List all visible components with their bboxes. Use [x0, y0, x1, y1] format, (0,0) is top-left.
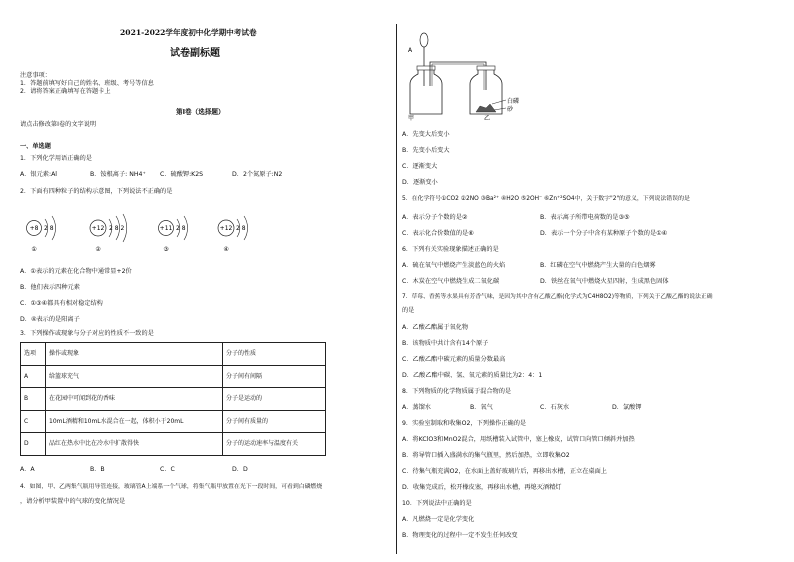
- table-header-cell: 操作或现象: [46, 343, 223, 366]
- q6-option-a: A．硫在氧气中燃烧产生淡蓝色的火焰: [402, 262, 506, 269]
- atom-4-label: ④: [223, 246, 229, 253]
- atom-1-shells: 2 8: [44, 225, 54, 233]
- q7-stem: 7．草莓、香蕉等水果具有芳香气味，是因为其中含有乙酸乙酯(化学式为C4H8O2)等物质，下列关于乙酸乙酯的说法正确: [402, 294, 713, 300]
- q6-stem: 6．下列有关实验现象描述正确的是: [402, 246, 499, 253]
- q10-stem: 10．下列说法中正确的是: [402, 500, 472, 507]
- table-cell: 分子间有质量的: [223, 410, 326, 433]
- q2-stem: 2．下面有四种粒子的结构示意图，下列说法不正确的是: [20, 188, 173, 195]
- atom-3-shells: 2 8: [176, 225, 186, 233]
- q2-option-a: A．①表示的元素在化合物中通常显+2价: [20, 268, 132, 275]
- q8-option-a: A．蒸馏水: [402, 404, 431, 411]
- q9-option-b: B．将导管口插入盛满水的集气瓶里，然后加热，立即收集O2: [402, 452, 570, 459]
- q1-option-a: A．银元素:Al: [20, 171, 58, 178]
- atom-diagram-2: [90, 214, 127, 253]
- atom-3-label: ③: [163, 246, 169, 253]
- table-row: [21, 433, 326, 456]
- q4-option-a: A．先变大后变小: [402, 131, 450, 138]
- q9-option-a: A．将KClO3和MnO2混合，用纸槽装入试管中，塞上橡皮，试管口向管口倾斜并加热: [402, 436, 635, 443]
- q3-stem: 3．下列操作或现象与分子对应的性质不一致的是: [20, 330, 154, 337]
- q2-option-c: C．①③④都具有相对稳定结构: [20, 300, 103, 307]
- q5-option-a: A．表示分子个数的是②: [402, 214, 468, 221]
- q10-option-b: B．物理变化的过程中一定不发生任何改变: [402, 532, 518, 539]
- atom-4-shells: 2 8: [236, 225, 246, 233]
- part-instruction: 请点击修改第I卷的文字说明: [20, 121, 97, 128]
- notice-item: 2．请将答案正确填写在答题卡上: [20, 88, 111, 95]
- exam-subtitle: 试卷副标题: [170, 48, 220, 59]
- apparatus-diagram: [402, 24, 532, 122]
- q5-option-c: C．表示化合价数值的是⑥: [402, 230, 474, 237]
- q10-option-a: A．凡燃烧一定是化学变化: [402, 516, 475, 523]
- q1-option-b: B．铵根离子: NH4⁺: [90, 171, 146, 178]
- label-sha: 砂: [507, 106, 514, 113]
- q4-stem: 4．如图，甲、乙两集气瓶用导管连接，玻璃管A上端系一个气球，将集气瓶甲放置在光下一段时间，可看到白磷燃烧: [20, 484, 323, 490]
- label-baolin: 白磷: [507, 98, 520, 105]
- atom-2-shells: 2 8 2: [109, 225, 125, 233]
- q3-option-b: B．B: [90, 466, 105, 473]
- column-divider: [396, 24, 397, 554]
- table-header-cell: 分子的性质: [223, 343, 326, 366]
- q3-option-d: D．D: [232, 466, 248, 473]
- q6-option-c: C．木炭在空气中燃烧生成二氧化碳: [402, 278, 500, 285]
- q4-option-c: C．逐渐变大: [402, 163, 438, 170]
- q1-option-d: D．2个氮原子:N2: [232, 171, 283, 178]
- table-cell: 给篮球充气: [46, 365, 223, 388]
- q7-option-c: C．乙酸乙酯中碳元素的质量分数最高: [402, 356, 506, 363]
- table-cell: C: [21, 410, 46, 433]
- balloon-icon: [420, 33, 428, 47]
- table-row: [21, 388, 326, 411]
- label-a: A: [408, 47, 413, 54]
- table-cell: 分子是运动的: [223, 388, 326, 411]
- q2-option-d: D．④表示的是阳离子: [20, 316, 80, 323]
- label-yi: 乙: [484, 115, 491, 122]
- q8-stem: 8．下列物质的化学物质属于混合物的是: [402, 388, 512, 395]
- notice-item: 1．答题前填写好自己的姓名、班级、考号等信息: [20, 80, 154, 87]
- q7-option-d: D．乙酸乙酯中碳、氢、氧元素的质量比为2：4：1: [402, 372, 543, 379]
- q8-option-c: C．石灰水: [540, 404, 570, 411]
- atom-1-nucleus: +8: [29, 225, 39, 233]
- q9-option-d: D．收集完成后，松开橡皮塞，再移出水槽，再熄灭酒精灯: [402, 484, 562, 491]
- q7-option-b: B．该物质中共计含有14个原子: [402, 340, 489, 347]
- atom-4-nucleus: +12: [219, 225, 233, 233]
- table-cell: 分子间有间隔: [223, 365, 326, 388]
- table-row: [21, 365, 326, 388]
- q5-stem: 5．在化学符号①CO2 ②2NO ③Ba²⁺ ④H2O ⑤2OH⁻ ⑥Zn⁺²SO4中，关于数字"2"的意义，下列说法错误的是: [402, 196, 690, 202]
- q4-option-b: B．先变小后变大: [402, 147, 450, 154]
- q9-stem: 9．实验室制取和收集O2，下列操作正确的是: [402, 420, 527, 427]
- q7-stem-continued: 的是: [402, 307, 415, 314]
- part-title: 第I卷（选择题）: [176, 108, 225, 116]
- bottle-jia: [410, 68, 442, 114]
- q6-option-b: B．红磷在空气中燃烧产生大量的白色烟雾: [540, 262, 656, 269]
- q6-option-d: D．铁丝在氧气中燃烧火星四射，生成黑色固体: [540, 278, 669, 285]
- table-row: [21, 410, 326, 433]
- table-header-row: [21, 343, 326, 366]
- q3-option-a: A．A: [20, 466, 35, 473]
- atom-3-nucleus: +11: [159, 225, 173, 233]
- table-cell: D: [21, 433, 46, 456]
- q4-stem-continued: ，请分析甲装置中的气球的变化情况是: [20, 498, 126, 505]
- q3-option-c: C．C: [160, 466, 175, 473]
- notice-heading: 注意事项：: [20, 72, 51, 79]
- q5-option-b: B．表示离子所带电荷数的是③⑤: [540, 214, 630, 221]
- table-header-cell: 选项: [21, 343, 46, 366]
- atom-structure-diagrams: [18, 206, 278, 256]
- exam-title: 2021-2022学年度初中化学期中考试卷: [120, 28, 257, 37]
- q1-option-c: C．硫酸钾:K2S: [160, 171, 204, 178]
- q8-option-d: D．氯酸钾: [612, 404, 642, 411]
- section-heading: 一、单选题: [20, 143, 51, 150]
- table-cell: 分子的运动速率与温度有关: [223, 433, 326, 456]
- atom-diagram-1: [27, 216, 56, 253]
- q8-option-b: B．氧气: [470, 404, 493, 411]
- q1-stem: 1．下列化学用语正确的是: [20, 155, 92, 162]
- table-cell: 品红在热水中比在冷水中扩散得快: [46, 433, 223, 456]
- q3-table: [20, 342, 326, 456]
- atom-2-label: ②: [95, 246, 101, 253]
- atom-diagram-4: [218, 216, 248, 253]
- q4-option-d: D．逐渐变小: [402, 179, 438, 186]
- atom-1-label: ①: [31, 246, 37, 253]
- table-cell: 10mL酒精和10mL水混合在一起，体积小于20mL: [46, 410, 223, 433]
- table-cell: A: [21, 365, 46, 388]
- atom-diagram-3: [159, 216, 188, 253]
- q7-option-a: A．乙酸乙酯属于氧化物: [402, 324, 469, 331]
- q5-option-d: D．表示一个分子中含有某种原子个数的是①④: [540, 230, 668, 237]
- label-jia: 甲: [408, 115, 415, 122]
- table-cell: 在花园中可闻到花的香味: [46, 388, 223, 411]
- q2-option-b: B．他们表示四种元素: [20, 284, 80, 291]
- atom-2-nucleus: +12: [91, 225, 105, 233]
- table-cell: B: [21, 388, 46, 411]
- q9-option-c: C．待集气瓶充满O2，在水面上盖好玻璃片后，再移出水槽，正立在桌面上: [402, 468, 607, 475]
